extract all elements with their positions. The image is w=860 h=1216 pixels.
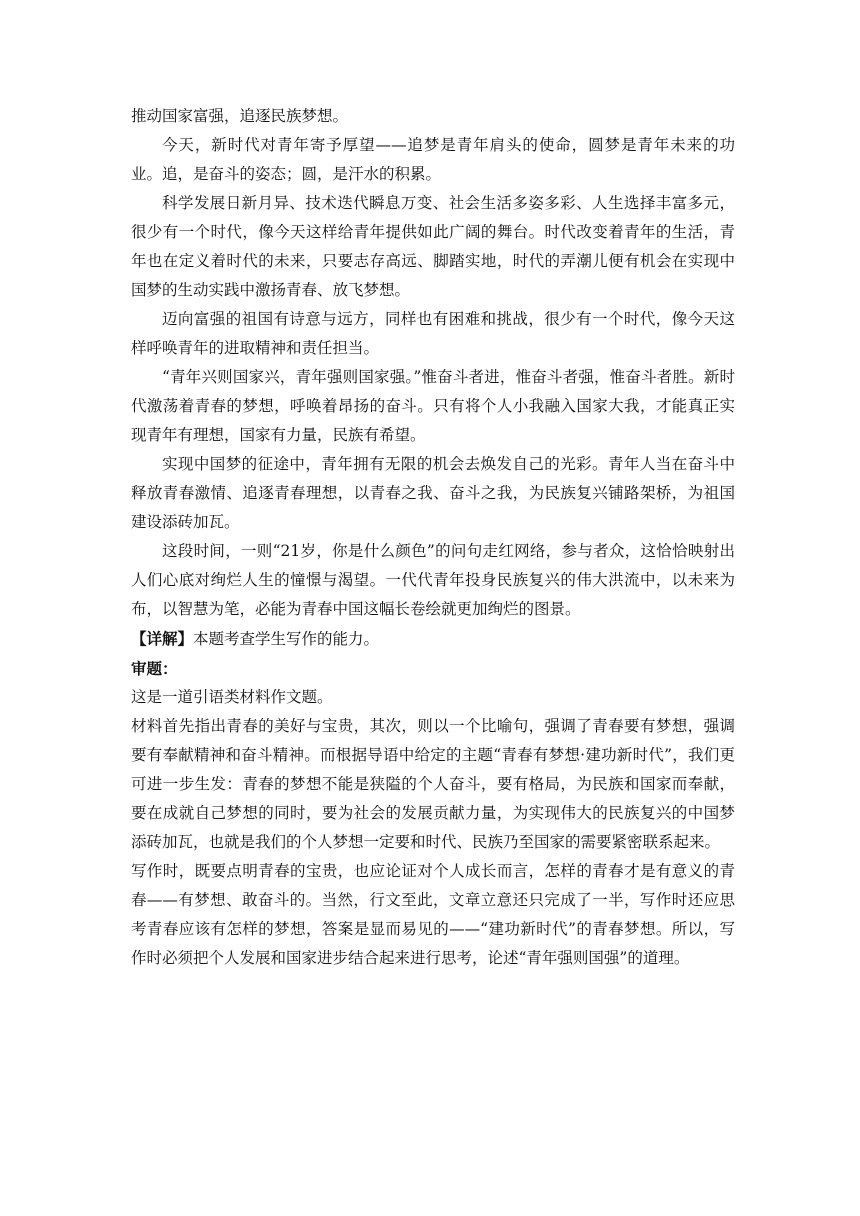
detail-text: 本题考查学生写作的能力。	[193, 630, 380, 648]
review-heading: 审题：	[131, 659, 178, 678]
essay-paragraph: “青年兴则国家兴，青年强则国家强。”惟奋斗者进，惟奋斗者强，惟奋斗者胜。新时代激荡着青春的梦想，呼唤着昂扬的奋斗。只有将个人小我融入国家大我，才能真正实现青年有理想，国家有力量，民族有希望。	[131, 368, 735, 444]
analysis-paragraph: 写作时，既要点明青春的宝贵，也应论证对个人成长而言，怎样的青春才是有意义的青春——有梦想、敢奋斗的。当然，行文至此，文章立意还只完成了一半，写作时还应思考青春应该有怎样的梦想，答案是显而易见的——“建功新时代”的青春梦想。所以，写作时必须把个人发展和国家进步结合起来进行思考，论述“青年强则国强”的道理。	[131, 862, 735, 967]
document-body	[131, 102, 735, 973]
analysis-paragraph: 材料首先指出青春的美好与宝贵，其次，则以一个比喻句，强调了青春要有梦想，强调要有奉献精神和奋斗精神。而根据导语中给定的主题“青春有梦想·建功新时代”，我们更可进一步生发：青春的梦想不能是狭隘的个人奋斗，要有格局，为民族和国家而奉献，要在成就自己梦想的同时，要为社会的发展贡献力量，为实现伟大的民族复兴的中国梦添砖加瓦，也就是我们的个人梦想一定要和时代、民族乃至国家的需要紧密联系起来。	[131, 717, 735, 851]
essay-paragraph: 迈向富强的祖国有诗意与远方，同样也有困难和挑战，很少有一个时代，像今天这样呼唤青年的进取精神和责任担当。	[131, 310, 735, 357]
detail-label: 【详解】	[131, 629, 194, 648]
essay-paragraph: 实现中国梦的征途中，青年拥有无限的机会去焕发自己的光彩。青年人当在奋斗中释放青春激情、追逐青春理想，以青春之我、奋斗之我，为民族复兴铺路架桥，为祖国建设添砖加瓦。	[131, 455, 735, 531]
essay-paragraph: 推动国家富强，追逐民族梦想。	[131, 107, 349, 125]
essay-paragraph: 科学发展日新月异、技术迭代瞬息万变、社会生活多姿多彩、人生选择丰富多元，很少有一个时代，像今天这样给青年提供如此广阔的舞台。时代改变着青年的生活，青年也在定义着时代的未来，只要志存高远、脚踏实地，时代的弄潮儿便有机会在实现中国梦的生动实践中激扬青春、放飞梦想。	[131, 194, 735, 299]
analysis-paragraph: 这是一道引语类材料作文题。	[131, 688, 333, 706]
essay-paragraph: 今天，新时代对青年寄予厚望——追梦是青年肩头的使命，圆梦是青年未来的功业。追，是奋斗的姿态；圆，是汗水的积累。	[131, 136, 735, 183]
essay-paragraph: 这段时间，一则“21岁，你是什么颜色”的问句走红网络，参与者众，这恰恰映射出人们心底对绚烂人生的憧憬与渴望。一代代青年投身民族复兴的伟大洪流中，以未来为布，以智慧为笔，必能为青春中国这幅长卷绘就更加绚烂的图景。	[131, 542, 735, 618]
detail-line	[131, 624, 735, 654]
